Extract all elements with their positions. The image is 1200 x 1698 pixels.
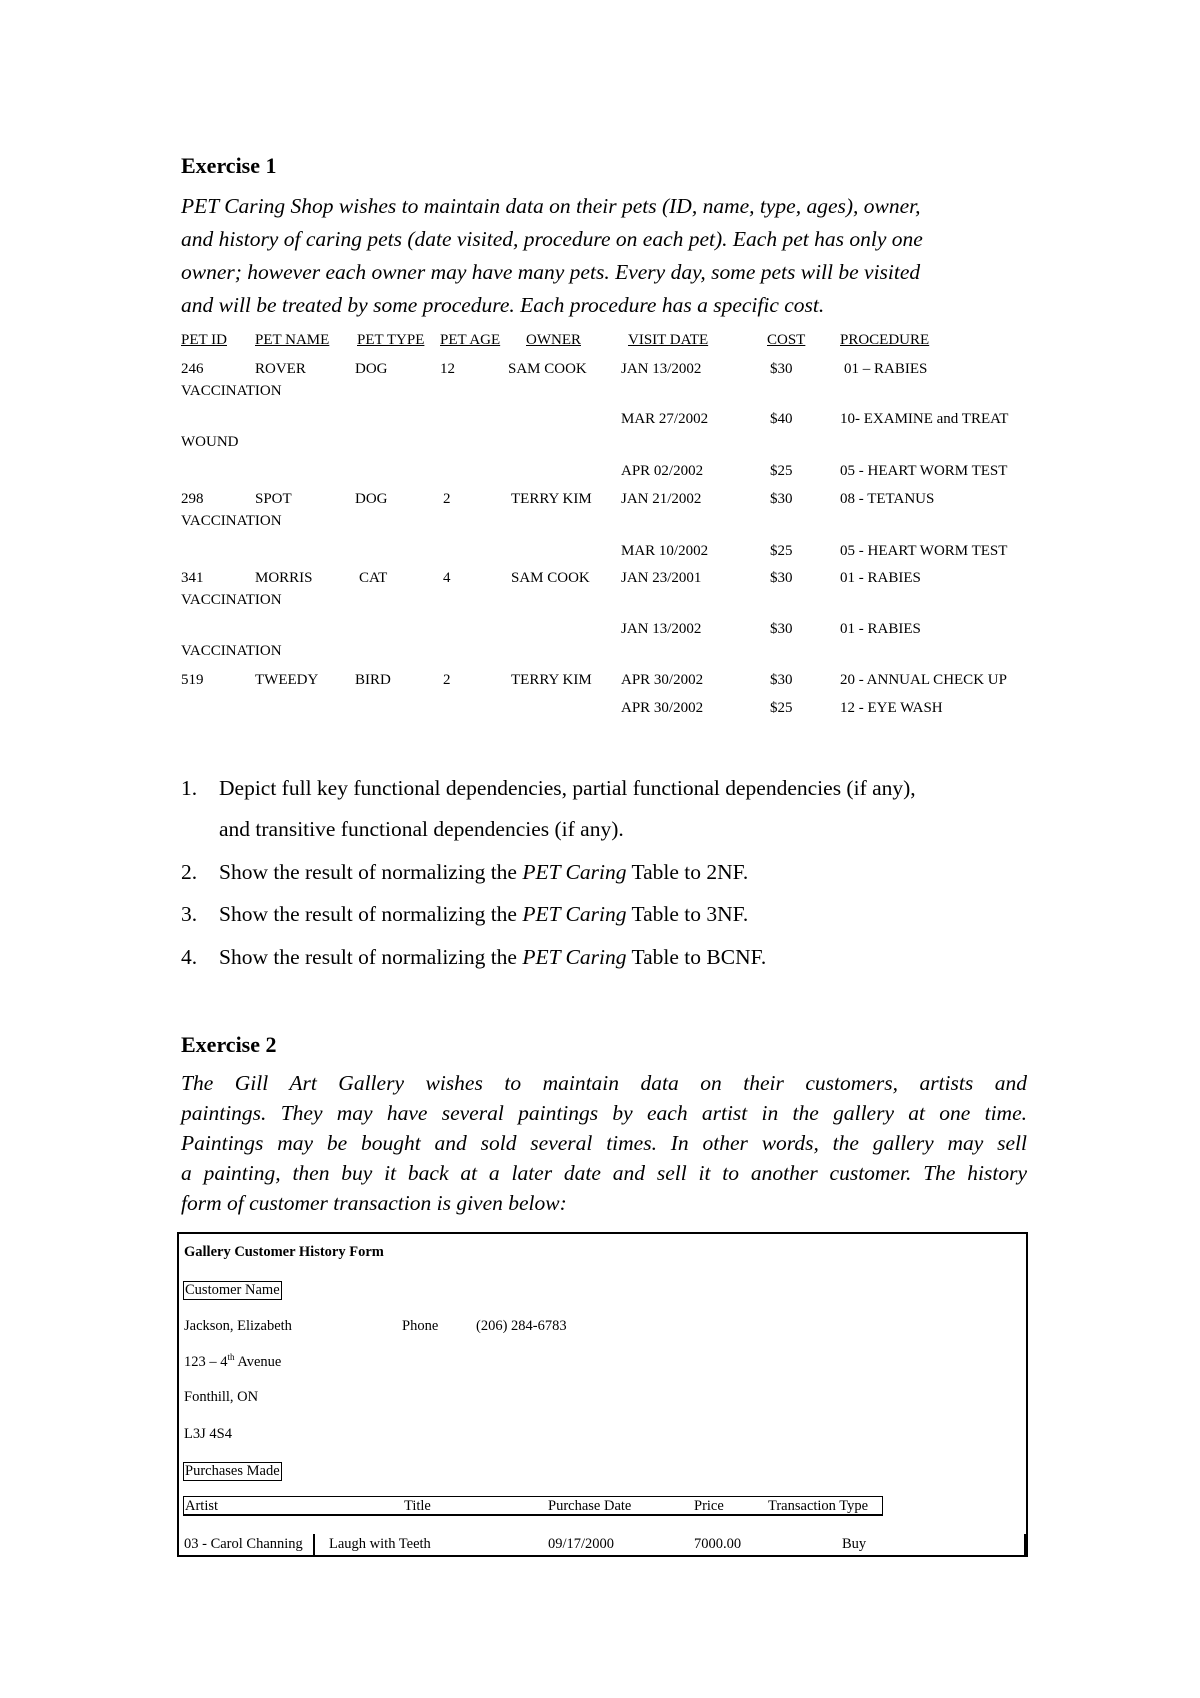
description-line: paintings. They may have several paintings by each artist in the gallery at one time. (181, 1101, 1027, 1125)
table-cell: SAM COOK (511, 570, 590, 586)
table-cell: APR 30/2002 (621, 672, 704, 688)
description-line: a painting, then buy it back at a later date and sell it to another customer. The history (181, 1161, 1027, 1185)
table-cell: 10- EXAMINE and TREAT (840, 411, 1009, 427)
table-cell: 08 - TETANUS (840, 491, 935, 507)
table-cell: TERRY KIM (511, 491, 592, 507)
exercise-2-title: Exercise 2 (181, 1032, 277, 1057)
table-cell: JAN 13/2002 (621, 361, 702, 377)
table-cell: ROVER (255, 361, 306, 377)
table-cell: VACCINATION (181, 643, 282, 659)
table-cell: JAN 23/2001 (621, 570, 702, 586)
table-cell: BIRD (355, 672, 391, 688)
table-cell: 01 – RABIES (844, 361, 928, 377)
description-line: PET Caring Shop wishes to maintain data on their pets (ID, name, type, ages), owner, (181, 194, 921, 218)
question-number: 2. (181, 860, 198, 884)
table-cell: 05 - HEART WORM TEST (840, 463, 1008, 479)
question-text: Depict full key functional dependencies, partial functional dependencies (if any), (219, 776, 916, 800)
question-text: and transitive functional dependencies (if any). (219, 817, 624, 841)
table-cell: WOUND (181, 434, 239, 450)
table-cell: 519 (181, 672, 204, 688)
table-cell: 7000.00 (694, 1536, 742, 1552)
description-line: Paintings may be bought and sold several times. In other words, the gallery may sell (181, 1131, 1027, 1155)
table-cell: $30 (770, 570, 793, 586)
table-cell: DOG (355, 361, 388, 377)
table-cell: MAR 27/2002 (621, 411, 709, 427)
table-cell: 12 (440, 361, 455, 377)
column-header: PET AGE (440, 332, 501, 348)
table-cell: MAR 10/2002 (621, 543, 709, 559)
table-cell: 4 (443, 570, 451, 586)
table-cell: MORRIS (255, 570, 313, 586)
table-cell: 341 (181, 570, 204, 586)
purchases-made-label: Purchases Made (185, 1463, 280, 1479)
question-number: 4. (181, 945, 198, 969)
table-cell: $30 (770, 361, 793, 377)
table-cell: DOG (355, 491, 388, 507)
table-cell: 01 - RABIES (840, 570, 921, 586)
table-cell: APR 02/2002 (621, 463, 704, 479)
table-cell: CAT (359, 570, 388, 586)
table-cell: 20 - ANNUAL CHECK UP (840, 672, 1007, 688)
phone-number: (206) 284-6783 (476, 1318, 567, 1334)
description-line: owner; however each owner may have many pets. Every day, some pets will be visited (181, 260, 921, 284)
column-header: PET TYPE (357, 332, 425, 348)
description-line: and history of caring pets (date visited, procedure on each pet). Each pet has only one (181, 227, 923, 251)
table-cell: SAM COOK (508, 361, 587, 377)
column-header: Title (404, 1498, 431, 1514)
table-cell: $30 (770, 621, 793, 637)
table-cell: JAN 13/2002 (621, 621, 702, 637)
table-cell: 03 - Carol Channing (184, 1536, 303, 1552)
cell-divider (1024, 1534, 1026, 1556)
table-cell: $25 (770, 700, 793, 716)
question-text: Show the result of normalizing the PET Caring Table to 3NF. (219, 902, 749, 926)
table-cell: VACCINATION (181, 513, 282, 529)
table-cell: 05 - HEART WORM TEST (840, 543, 1008, 559)
column-header: PROCEDURE (840, 332, 930, 348)
question-text: Show the result of normalizing the PET Caring Table to 2NF. (219, 860, 749, 884)
exercise-2-description (181, 1068, 1027, 1218)
gallery-customer-history-form (177, 1232, 1028, 1557)
table-cell: 246 (181, 361, 204, 377)
table-cell: 01 - RABIES (840, 621, 921, 637)
table-cell: Laugh with Teeth (329, 1536, 431, 1552)
table-cell: $30 (770, 672, 793, 688)
exercise-1-title: Exercise 1 (181, 153, 277, 178)
phone-label: Phone (402, 1318, 439, 1334)
table-cell: TERRY KIM (511, 672, 592, 688)
table-cell: SPOT (255, 491, 292, 507)
table-cell: JAN 21/2002 (621, 491, 702, 507)
description-line: The Gill Art Gallery wishes to maintain data on their customers, artists and (181, 1071, 1027, 1095)
address-street: 123 – 4th Avenue (184, 1352, 282, 1370)
column-header: Transaction Type (768, 1498, 869, 1514)
table-cell: $40 (770, 411, 793, 427)
table-cell: 09/17/2000 (548, 1536, 615, 1552)
exercise-1-description (181, 190, 1027, 322)
column-header: PET ID (181, 332, 227, 348)
customer-name: Jackson, Elizabeth (184, 1318, 292, 1334)
column-header: PET NAME (255, 332, 330, 348)
table-cell: 12 - EYE WASH (840, 700, 943, 716)
description-line: form of customer transaction is given below: (181, 1191, 567, 1215)
column-header: COST (767, 332, 806, 348)
column-header: OWNER (526, 332, 581, 348)
form-title: Gallery Customer History Form (184, 1244, 384, 1260)
description-line: and will be treated by some procedure. Each procedure has a specific cost. (181, 293, 825, 317)
column-header: Purchase Date (548, 1498, 632, 1514)
cell-divider (313, 1534, 315, 1556)
question-number: 3. (181, 902, 198, 926)
table-cell: 2 (443, 672, 451, 688)
column-header: Artist (185, 1498, 219, 1514)
table-cell: Buy (842, 1536, 867, 1552)
table-cell: $25 (770, 463, 793, 479)
table-cell: $30 (770, 491, 793, 507)
address-city: Fonthill, ON (184, 1389, 259, 1405)
address-postal-code: L3J 4S4 (184, 1426, 232, 1442)
table-cell: VACCINATION (181, 383, 282, 399)
table-cell: $25 (770, 543, 793, 559)
table-cell: 2 (443, 491, 451, 507)
customer-name-label: Customer Name (185, 1282, 280, 1298)
column-header: VISIT DATE (628, 332, 709, 348)
table-cell: TWEEDY (255, 672, 319, 688)
table-cell: VACCINATION (181, 592, 282, 608)
question-text: Show the result of normalizing the PET Caring Table to BCNF. (219, 945, 767, 969)
table-cell: APR 30/2002 (621, 700, 704, 716)
question-number: 1. (181, 776, 198, 800)
table-cell: 298 (181, 491, 204, 507)
column-header: Price (694, 1498, 724, 1514)
